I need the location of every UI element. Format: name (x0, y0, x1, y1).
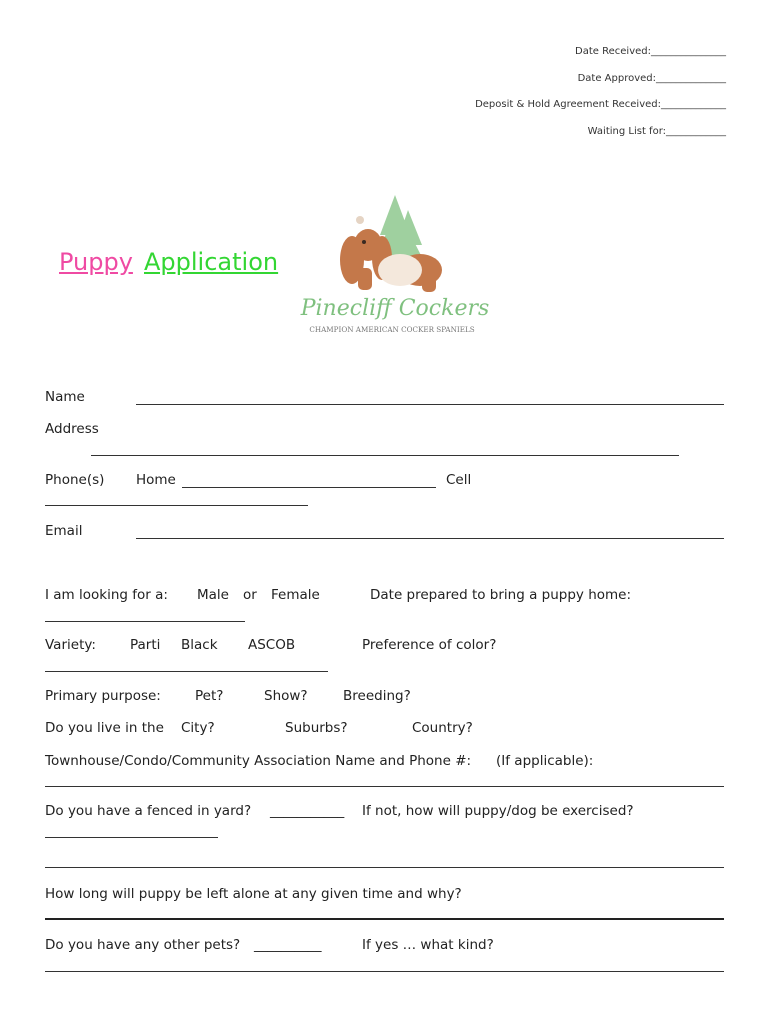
waiting-list-field: Waiting List for:____________ (587, 126, 726, 137)
fenced-yard-input-line[interactable]: ___________ (270, 803, 345, 819)
address-label: Address (45, 421, 99, 437)
variety-parti-option[interactable]: Parti (130, 637, 161, 653)
exercise-input-line-1[interactable] (45, 837, 218, 838)
live-in-label: Do you live in the (45, 720, 164, 736)
purpose-breeding-option[interactable]: Breeding? (343, 688, 411, 704)
or-text: or (243, 587, 257, 603)
looking-for-label: I am looking for a: (45, 587, 168, 603)
if-applicable-text: (If applicable): (496, 753, 594, 769)
email-input-line[interactable] (136, 538, 724, 539)
dog-and-trees-icon (300, 190, 490, 340)
name-input-line[interactable] (136, 404, 724, 405)
color-preference-label: Preference of color? (362, 637, 497, 653)
variety-ascob-option[interactable]: ASCOB (248, 637, 296, 653)
left-alone-label: How long will puppy be left alone at any given time and why? (45, 886, 462, 902)
purpose-show-option[interactable]: Show? (264, 688, 308, 704)
variety-black-option[interactable]: Black (181, 637, 218, 653)
exercise-label: If not, how will puppy/dog be exercised? (362, 803, 634, 819)
address-input-line[interactable] (91, 455, 679, 456)
other-pets-label: Do you have any other pets? (45, 937, 241, 953)
date-prepared-label: Date prepared to bring a puppy home: (370, 587, 632, 603)
variety-label: Variety: (45, 637, 96, 653)
exercise-input-line-2[interactable] (45, 867, 724, 868)
townhouse-input-line[interactable] (45, 786, 724, 787)
primary-purpose-label: Primary purpose: (45, 688, 161, 704)
what-kind-input-line[interactable] (45, 971, 724, 972)
title-puppy: Puppy (59, 248, 133, 276)
home-phone-label: Home (136, 472, 176, 488)
email-label: Email (45, 523, 83, 539)
date-approved-field: Date Approved:______________ (577, 73, 726, 84)
fenced-yard-label: Do you have a fenced in yard? (45, 803, 252, 819)
date-prepared-input-line[interactable] (45, 621, 245, 622)
live-country-option[interactable]: Country? (412, 720, 473, 736)
male-option[interactable]: Male (197, 587, 229, 603)
other-pets-input-line[interactable]: __________ (254, 937, 322, 953)
color-preference-input-line[interactable] (45, 671, 328, 672)
name-label: Name (45, 389, 85, 405)
title-application: Application (144, 248, 279, 276)
cell-phone-label: Cell (446, 472, 472, 488)
home-phone-input-line[interactable] (182, 487, 436, 488)
brand-tagline: CHAMPION AMERICAN COCKER SPANIELS (309, 325, 475, 334)
left-alone-input-line[interactable] (45, 918, 724, 920)
live-city-option[interactable]: City? (181, 720, 215, 736)
brand-wordmark: Pinecliff Cockers (300, 296, 490, 321)
cell-phone-input-line[interactable] (45, 505, 308, 506)
live-suburbs-option[interactable]: Suburbs? (285, 720, 348, 736)
pinecliff-logo (300, 190, 490, 340)
date-received-field: Date Received:_______________ (575, 46, 726, 57)
what-kind-label: If yes … what kind? (362, 937, 494, 953)
female-option[interactable]: Female (271, 587, 320, 603)
purpose-pet-option[interactable]: Pet? (195, 688, 224, 704)
deposit-received-field: Deposit & Hold Agreement Received:_____________ (475, 99, 726, 110)
phone-label: Phone(s) (45, 472, 105, 488)
townhouse-label: Townhouse/Condo/Community Association Name and Phone #: (45, 753, 472, 769)
